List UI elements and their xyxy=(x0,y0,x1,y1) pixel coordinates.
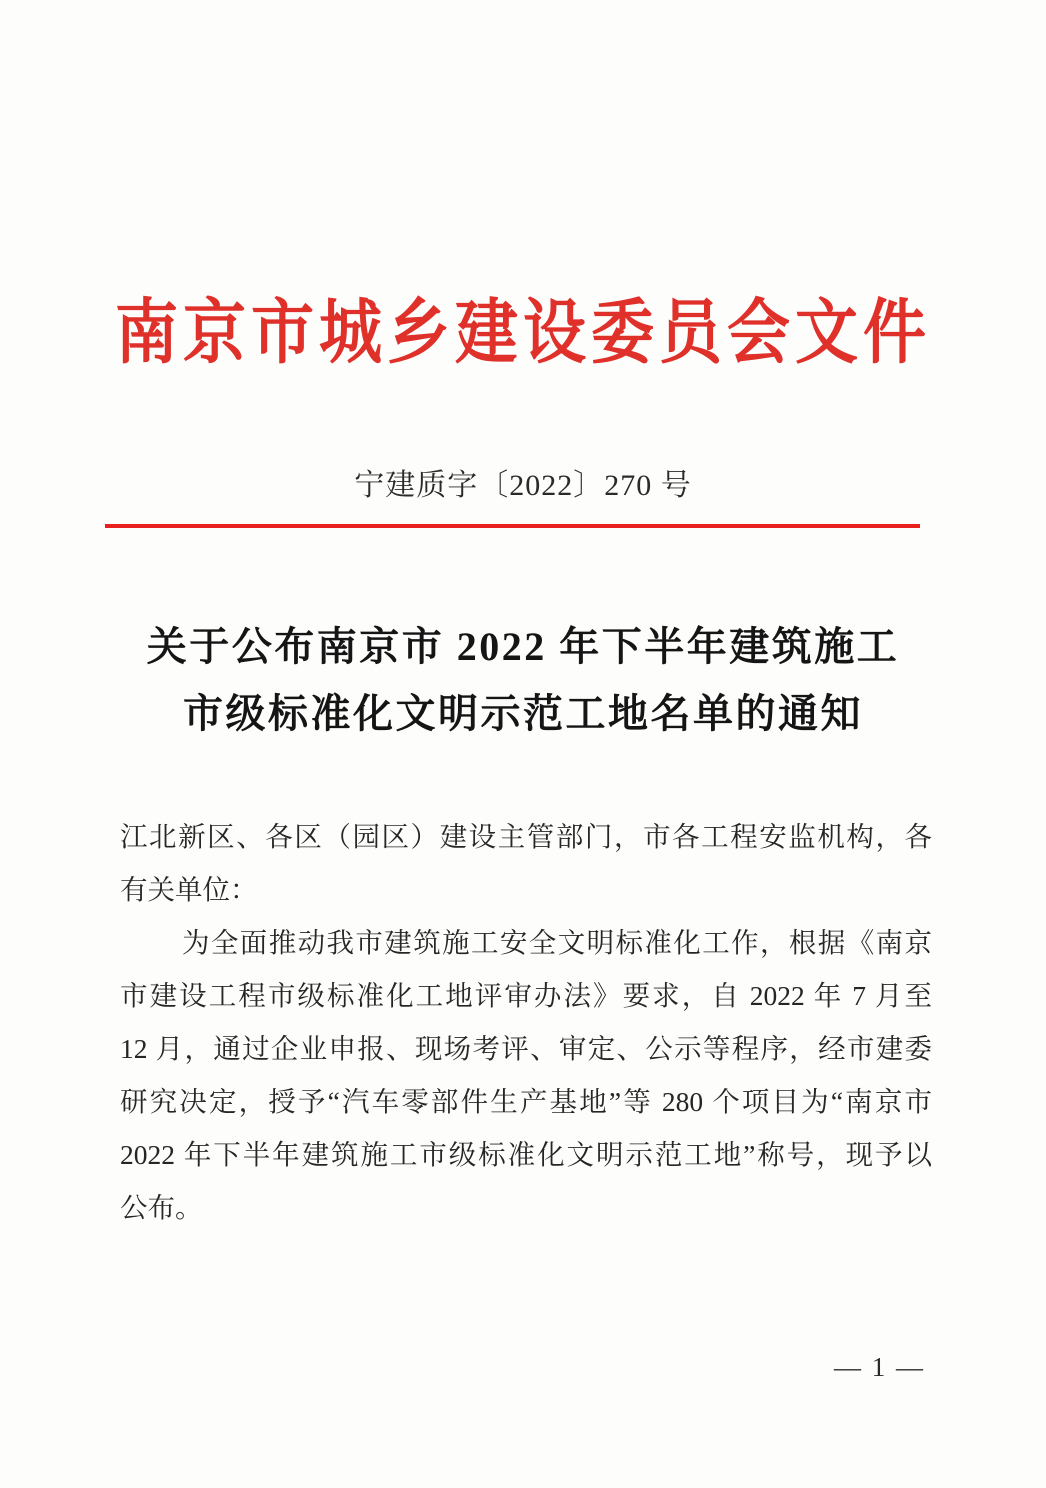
document-title-line-2: 市级标准化文明示范工地名单的通知 xyxy=(183,691,863,736)
document-header-title: 南京市城乡建设委员会文件 xyxy=(115,293,931,373)
body-line-paragraph-4: 研究决定，授予“汽车零部件生产基地”等 280 个项目为“南京市 xyxy=(120,1086,932,1117)
body-line-paragraph-1: 为全面推动我市建筑施工安全文明标准化工作，根据《南京 xyxy=(182,927,932,958)
body-line-addressees-2: 有关单位： xyxy=(120,874,258,905)
document-number: 宁建质字〔2022〕270 号 xyxy=(354,469,692,502)
document-body xyxy=(120,810,932,1234)
red-divider-line xyxy=(105,524,920,528)
page-number: — 1 — xyxy=(834,1352,925,1382)
document-title xyxy=(60,613,986,747)
body-line-paragraph-5: 2022 年下半年建筑施工市级标准化文明示范工地”称号，现予以 xyxy=(120,1139,932,1170)
body-line-paragraph-6: 公布。 xyxy=(120,1192,203,1223)
document-title-line-1: 关于公布南京市 2022 年下半年建筑施工 xyxy=(146,624,900,669)
body-line-addressees-1: 江北新区、各区（园区）建设主管部门，市各工程安监机构，各 xyxy=(120,821,932,852)
body-line-paragraph-3: 12 月，通过企业申报、现场考评、审定、公示等程序，经市建委 xyxy=(120,1033,932,1064)
body-line-paragraph-2: 市建设工程市级标准化工地评审办法》要求，自 2022 年 7 月至 xyxy=(120,980,932,1011)
